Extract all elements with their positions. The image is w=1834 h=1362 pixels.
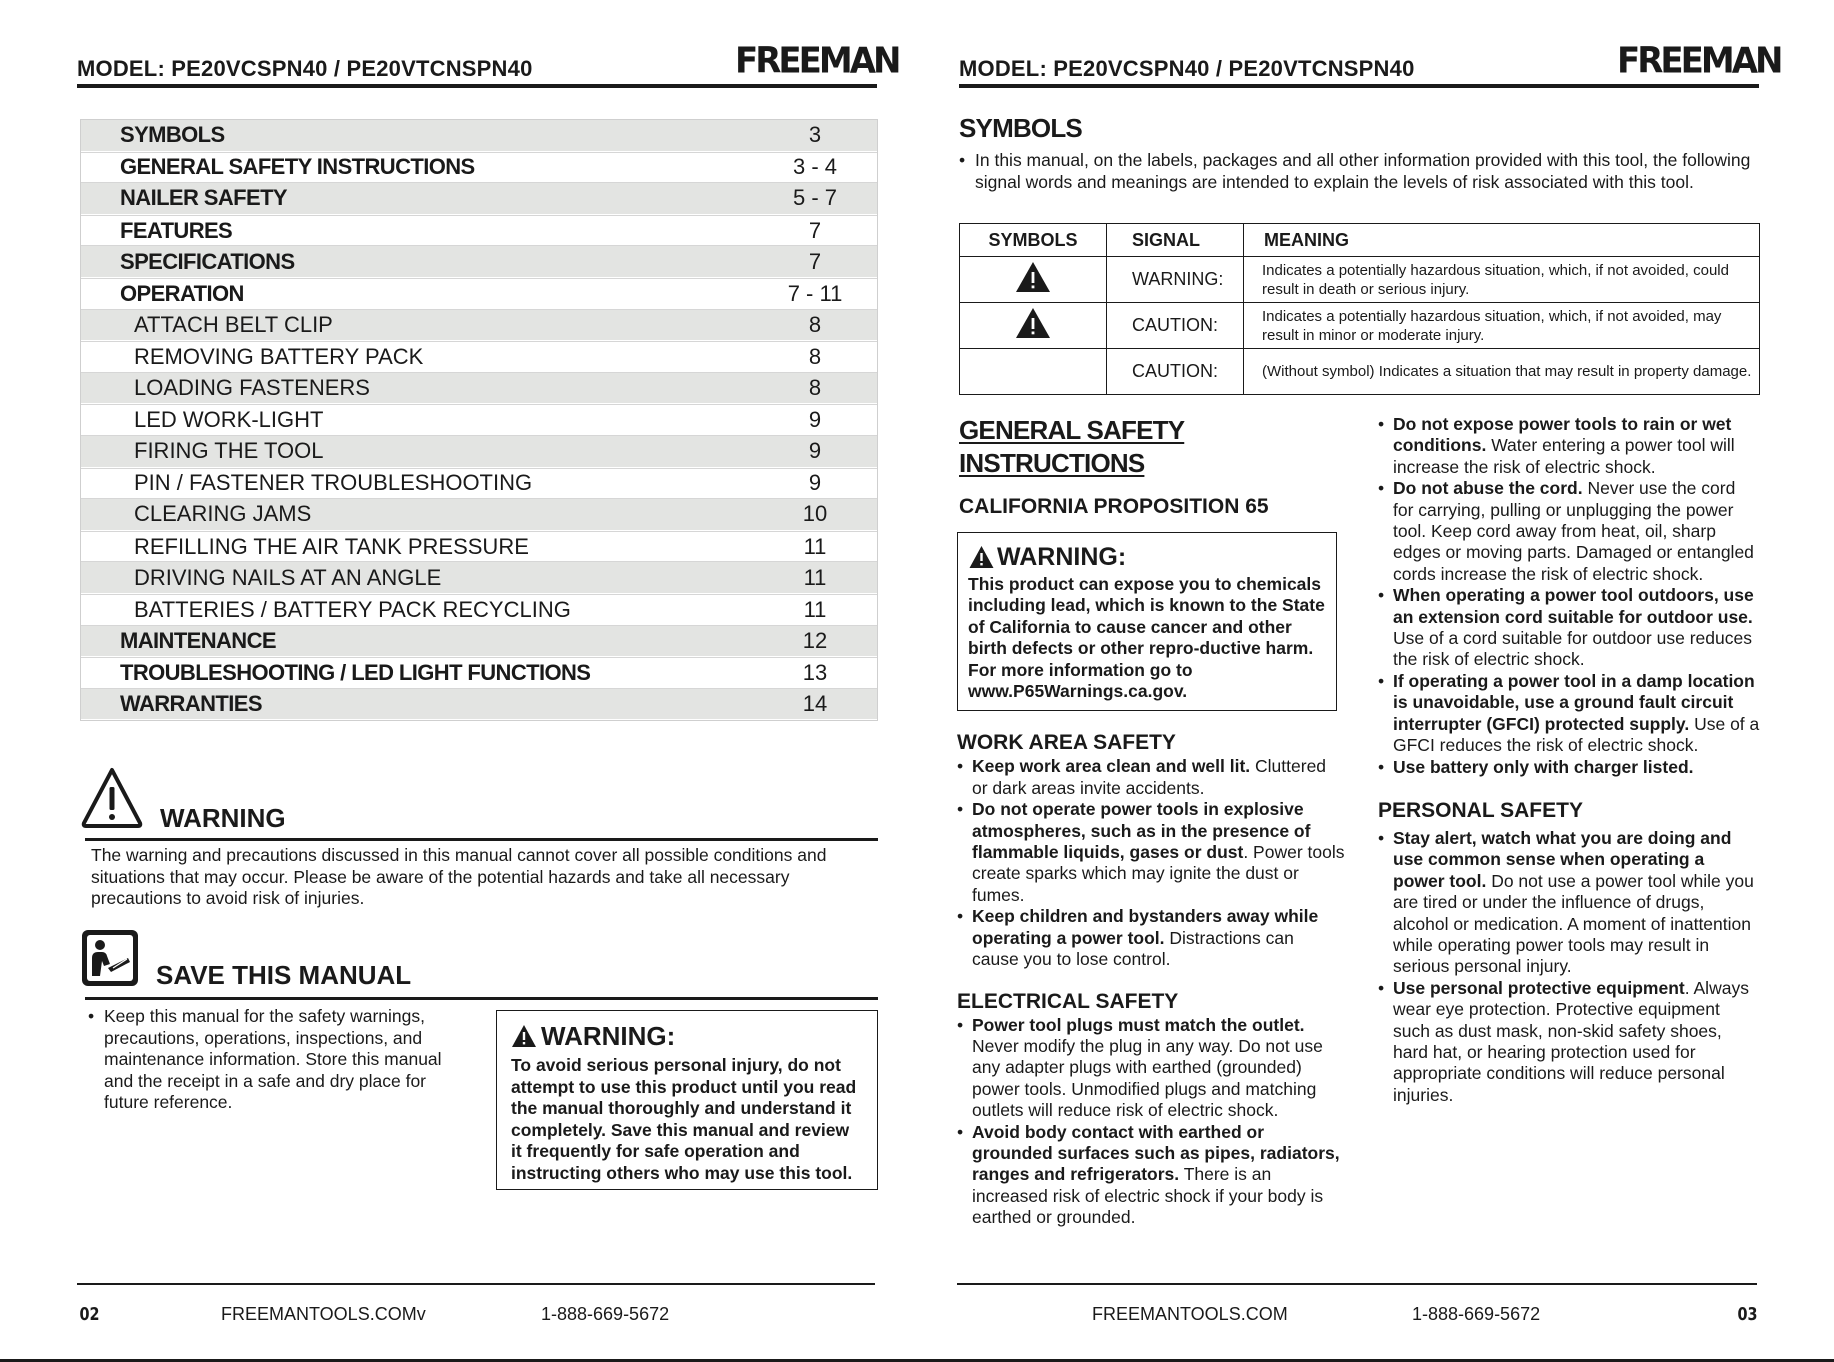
warning-box-title-text: WARNING: <box>541 1021 676 1051</box>
header-rule <box>77 84 877 88</box>
list-item-lead: Stay alert, watch what you are doing and use common sense when operating a power tool. <box>1393 827 1732 891</box>
list-item-text: Never use the cord for carrying, pulling or unplugging the power tool. Keep cord away from heat, oil, sharp edges or moving parts. Damaged or entangled cords increase the risk of electric shock. <box>1393 478 1754 584</box>
toc-page-number: 8 <box>808 343 822 369</box>
freeman-logo <box>735 40 899 82</box>
save-manual-rule <box>85 997 878 1000</box>
page-header <box>77 38 899 88</box>
right-page <box>917 0 1834 1362</box>
toc-row <box>81 215 877 247</box>
toc-title: BATTERIES / BATTERY PACK RECYCLING <box>134 596 571 622</box>
list-item-text: Distractions can cause you to lose control. <box>972 927 1294 970</box>
table-row <box>960 257 1760 303</box>
list-item <box>957 1122 1345 1229</box>
toc-page-number: 7 <box>808 217 822 243</box>
footer-website: FREEMANTOOLS.COMv <box>221 1304 426 1324</box>
toc-row <box>81 341 877 373</box>
warning-rule <box>85 838 878 841</box>
model-title: MODEL: PE20VCSPN40 / PE20VTCNSPN40 <box>77 56 533 81</box>
footer-phone: 1-888-669-5672 <box>1412 1304 1541 1324</box>
meaning-cell: Indicates a potentially hazardous situation, which, if not avoided, could result in death or serious injury. <box>1244 257 1760 303</box>
toc-row <box>81 404 877 436</box>
table-of-contents <box>80 119 878 721</box>
warning-text: The warning and precautions discussed in this manual cannot cover all possible conditions and situations that may occur. Please be aware of the potential hazards and take all necessary precautions to avoid risk of injuries. <box>91 845 827 908</box>
save-manual-header <box>80 928 878 1000</box>
toc-page-number: 11 <box>803 564 827 590</box>
table-row <box>960 303 1760 349</box>
prop65-warning-text: This product can expose you to chemicals including lead, which is known to the State of California to cause cancer and other birth defects or other repro-ductive harm. For more information go to www.P65Warnings.ca.gov. <box>968 574 1325 702</box>
toc-row <box>81 278 877 310</box>
header-meaning: MEANING <box>1244 224 1760 257</box>
electrical-list <box>957 1015 1345 1229</box>
list-item-text: . Always wear eye protection. Protective equipment such as dust mask, non-skid safety shoes, hard hat, or hearing protection used for appropriate conditions will reduce personal injuries. <box>1393 977 1749 1105</box>
save-manual-bullet: • Keep this manual for the safety warnings, precautions, operations, inspections, and maintenance information. Store this manual and the receipt in a safe and dry place for future reference. <box>88 1006 458 1114</box>
prop65-warning-title <box>968 542 1328 572</box>
toc-title: MAINTENANCE <box>120 627 276 653</box>
toc-row <box>81 562 877 594</box>
toc-title: LOADING FASTENERS <box>134 375 370 401</box>
toc-row <box>81 468 877 500</box>
toc-title: REFILLING THE AIR TANK PRESSURE <box>134 533 529 559</box>
toc-row <box>81 183 877 215</box>
symbols-table-header <box>960 224 1760 257</box>
save-manual-text <box>88 1006 458 1114</box>
toc-page-number: 14 <box>802 690 828 716</box>
toc-page-number: 9 <box>808 470 822 496</box>
toc-page-number: 3 <box>808 122 822 148</box>
footer-phone: 1-888-669-5672 <box>541 1304 670 1324</box>
list-item <box>1378 478 1760 585</box>
toc-page-number: 9 <box>808 438 822 464</box>
toc-page-number: 13 <box>802 659 828 685</box>
personal-safety-heading: PERSONAL SAFETY <box>1378 798 1583 822</box>
personal-safety-list <box>1378 828 1760 1106</box>
footer-website: FREEMANTOOLS.COM <box>1092 1304 1288 1324</box>
symbol-cell <box>960 303 1107 349</box>
header-signal: SIGNAL <box>1107 224 1244 257</box>
list-item-lead: Do not expose power tools to rain or wet conditions. <box>1393 414 1732 456</box>
list-item-lead: If operating a power tool in a damp location is unavoidable, use a ground fault circuit interrupter (GFCI) protected supply. <box>1393 670 1755 734</box>
toc-row <box>81 657 877 689</box>
symbol-cell <box>960 349 1107 395</box>
list-item-lead: Avoid body contact with earthed or grounded surfaces such as pipes, radiators, ranges and refrigerators. <box>972 1121 1340 1185</box>
save-manual-heading: SAVE THIS MANUAL <box>156 960 412 990</box>
warning-heading: WARNING <box>160 803 286 833</box>
left-column <box>957 414 1345 1229</box>
toc-row <box>81 594 877 626</box>
list-item-text: Water entering a power tool will increase the risk of electric shock. <box>1393 435 1735 477</box>
toc-page-number: 11 <box>803 596 827 622</box>
symbols-intro-bullet: • In this manual, on the labels, packages and all other information provided with this tool, the following signal words and meanings are intended to explain the levels of risk associated with this tool. <box>959 150 1759 193</box>
toc-row <box>81 689 877 721</box>
warning-outline-icon <box>80 765 144 831</box>
list-item-text: There is an increased risk of electric shock if your body is earthed or grounded. <box>972 1164 1324 1228</box>
right-column <box>1378 414 1760 1106</box>
toc-row <box>81 531 877 563</box>
signal-cell: CAUTION: <box>1107 349 1244 395</box>
list-item-lead: Use personal protective equipment <box>1393 977 1685 998</box>
toc-title: TROUBLESHOOTING / LED LIGHT FUNCTIONS <box>120 659 591 685</box>
warning-box-title <box>511 1021 863 1051</box>
page-footer <box>77 1283 875 1323</box>
list-item <box>1378 757 1760 778</box>
list-item <box>957 799 1345 906</box>
prop65-heading: CALIFORNIA PROPOSITION 65 <box>959 495 1269 518</box>
list-item-lead: Power tool plugs must match the outlet. <box>972 1014 1305 1035</box>
header-symbols: SYMBOLS <box>960 224 1107 257</box>
model-title: MODEL: PE20VCSPN40 / PE20VTCNSPN40 <box>959 56 1415 81</box>
symbols-heading: SYMBOLS <box>959 113 1082 143</box>
toc-title: LED WORK-LIGHT <box>134 407 324 433</box>
logo-text: FREEMAN <box>735 40 899 82</box>
toc-row <box>81 436 877 468</box>
toc-title: PIN / FASTENER TROUBLESHOOTING <box>134 470 533 496</box>
symbol-cell <box>960 257 1107 303</box>
toc-page-number: 11 <box>803 533 827 559</box>
page-footer <box>957 1283 1757 1323</box>
toc-row <box>81 246 877 278</box>
toc-title: ATTACH BELT CLIP <box>134 311 333 337</box>
list-item <box>957 906 1345 970</box>
work-area-heading: WORK AREA SAFETY <box>957 731 1176 755</box>
toc-page-number: 3 - 4 <box>792 154 838 180</box>
toc-page-number: 10 <box>802 501 828 527</box>
page-header <box>959 38 1781 88</box>
list-item <box>1378 828 1760 978</box>
list-item-lead: Do not operate power tools in explosive atmospheres, such as in the presence of flammable liquids, gases or dust <box>972 799 1311 863</box>
toc-title: NAILER SAFETY <box>120 185 287 211</box>
meaning-cell: (Without symbol) Indicates a situation that may result in property damage. <box>1244 349 1760 395</box>
read-manual-icon <box>80 928 140 988</box>
list-item-text: . Power tools create sparks which may ignite the dust or fumes. <box>972 842 1345 905</box>
toc-row <box>81 373 877 405</box>
list-item-text: Cluttered or dark areas invite accidents. <box>972 756 1327 798</box>
list-item <box>1378 978 1760 1106</box>
toc-title: GENERAL SAFETY INSTRUCTIONS <box>120 154 475 180</box>
electrical-cont-list <box>1378 414 1760 778</box>
prop65-warning-box <box>957 532 1337 711</box>
toc-title: FEATURES <box>120 217 233 243</box>
meaning-cell: Indicates a potentially hazardous situation, which, if not avoided, may result in minor or moderate injury. <box>1244 303 1760 349</box>
symbols-table <box>959 223 1760 395</box>
table-row <box>960 349 1760 395</box>
page-number: 03 <box>1737 1304 1758 1325</box>
signal-cell: WARNING: <box>1107 257 1244 303</box>
warning-box-text: To avoid serious personal injury, do not attempt to use this product until you read the manual thoroughly and understand it completely. Save this manual and review it frequently for safe operation and instructing others who may use this tool. <box>511 1055 857 1183</box>
list-item-lead: Use battery only with charger listed. <box>1393 756 1694 777</box>
list-item <box>1378 671 1760 757</box>
header-rule <box>959 84 1759 88</box>
toc-page-number: 7 - 11 <box>787 280 843 306</box>
list-item <box>1378 585 1760 671</box>
toc-title: FIRING THE TOOL <box>134 438 324 464</box>
toc-page-number: 8 <box>808 311 822 337</box>
list-item <box>1378 414 1760 478</box>
toc-row <box>81 499 877 531</box>
list-item-text: Do not use a power tool while you are tired or under the influence of drugs, alcohol or medication. A moment of inattention while operating power tools may result in serious personal injury. <box>1393 870 1754 977</box>
footer-rule <box>957 1283 1757 1285</box>
toc-page-number: 9 <box>808 407 822 433</box>
gsi-heading-line1: GENERAL SAFETY <box>959 415 1185 445</box>
list-item-text: Use of a cord suitable for outdoor use reduces the risk of electric shock. <box>1393 628 1752 670</box>
toc-title: DRIVING NAILS AT AN ANGLE <box>134 564 442 590</box>
prop65-warning-title-text: WARNING: <box>997 543 1127 571</box>
toc-title: CLEARING JAMS <box>134 501 312 527</box>
toc-row <box>81 120 877 152</box>
page-number: 02 <box>79 1304 100 1325</box>
warning-section-header <box>80 765 878 841</box>
list-item-lead: Keep work area clean and well lit. <box>972 756 1251 777</box>
toc-page-number: 5 - 7 <box>792 185 838 211</box>
warning-triangle-icon <box>1015 261 1051 293</box>
list-item <box>957 756 1345 799</box>
toc-page-number: 7 <box>808 248 822 274</box>
list-item-text: Never modify the plug in any way. Do not use any adapter plugs with earthed (grounded) power tools. Unmodified plugs and matching outlets will reduce risk of electric shock. <box>972 1035 1323 1121</box>
toc-title: OPERATION <box>120 280 244 306</box>
logo-text: FREEMAN <box>1617 40 1781 82</box>
toc-row <box>81 310 877 342</box>
symbols-intro <box>959 150 1759 193</box>
gsi-heading-line2: INSTRUCTIONS <box>959 448 1145 478</box>
warning-triangle-icon <box>968 545 995 569</box>
list-item-lead: When operating a power tool outdoors, use an extension cord suitable for outdoor use. <box>1393 585 1754 627</box>
toc-page-number: 12 <box>802 627 828 653</box>
list-item-lead: Do not abuse the cord. <box>1393 478 1583 499</box>
footer-rule <box>77 1283 875 1285</box>
toc-row <box>81 626 877 658</box>
signal-cell: CAUTION: <box>1107 303 1244 349</box>
warning-box <box>496 1010 878 1190</box>
toc-title: SPECIFICATIONS <box>120 248 295 274</box>
warning-triangle-icon <box>1015 307 1051 339</box>
work-area-list <box>957 756 1345 970</box>
toc-title: SYMBOLS <box>120 122 225 148</box>
electrical-heading: ELECTRICAL SAFETY <box>957 989 1179 1013</box>
freeman-logo <box>1617 40 1781 82</box>
toc-row <box>81 152 877 184</box>
toc-page-number: 8 <box>808 375 822 401</box>
list-item-lead: Keep children and bystanders away while operating a power tool. <box>972 906 1319 948</box>
warning-triangle-icon <box>511 1024 537 1048</box>
list-item-text: Use of a GFCI reduces the risk of electric shock. <box>1393 713 1760 756</box>
list-item <box>957 1015 1345 1122</box>
toc-title: WARRANTIES <box>120 690 262 716</box>
toc-title: REMOVING BATTERY PACK <box>134 343 424 369</box>
